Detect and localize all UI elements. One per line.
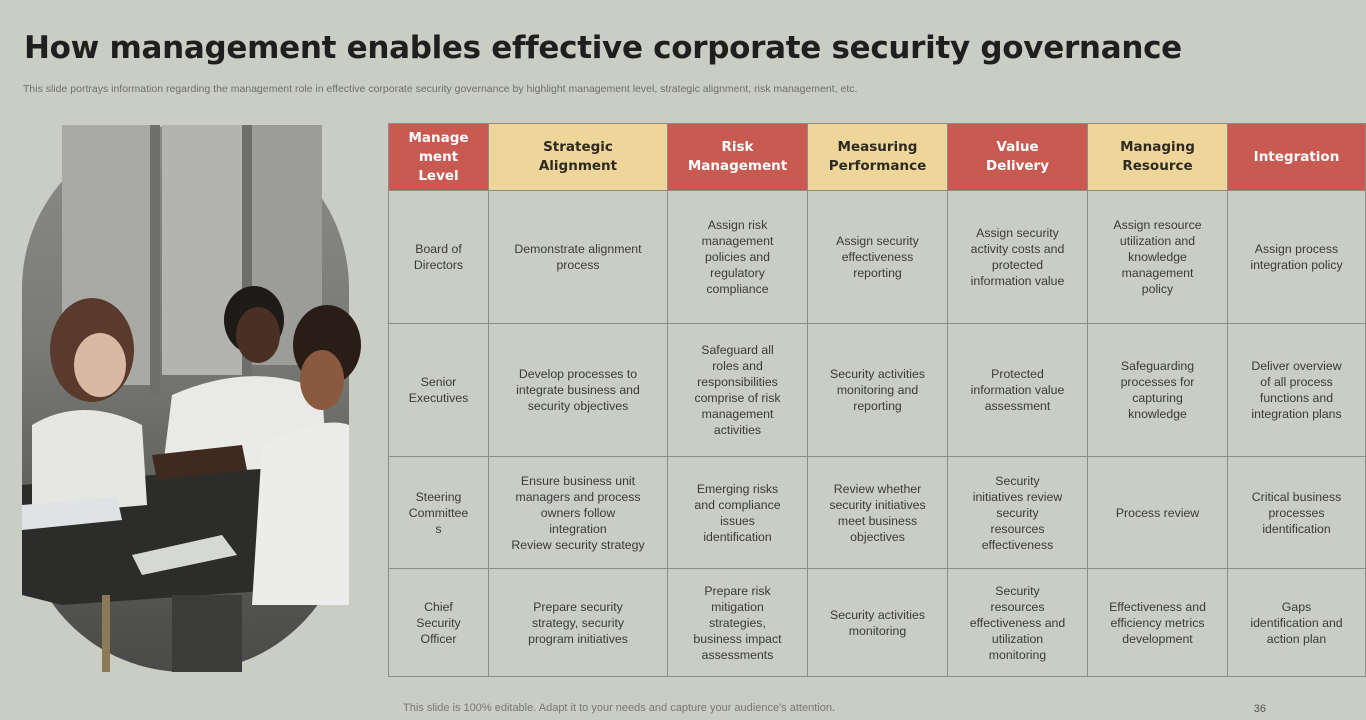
table-cell: Protected information value assessment: [948, 324, 1088, 457]
table-cell: Assign risk management policies and regulatory compliance: [668, 191, 808, 324]
row-header-cell: Board of Directors: [389, 191, 489, 324]
table-cell: Assign resource utilization and knowledge management policy: [1088, 191, 1228, 324]
header-integration: Integration: [1228, 124, 1366, 191]
table-cell: Assign process integration policy: [1228, 191, 1366, 324]
governance-table: [388, 123, 1366, 677]
table-cell: Emerging risks and compliance issues identification: [668, 457, 808, 569]
photo-illustration: [22, 125, 349, 672]
page-title: How management enables effective corporate security governance: [24, 30, 1182, 66]
header-value-delivery: Value Delivery: [948, 124, 1088, 191]
footer-note: This slide is 100% editable. Adapt it to your needs and capture your audience's attention.: [403, 702, 835, 714]
table-cell: Deliver overview of all process functions and integration plans: [1228, 324, 1366, 457]
table-row: [389, 569, 1366, 677]
table-cell: Safeguard all roles and responsibilities comprise of risk management activities: [668, 324, 808, 457]
table-cell: Ensure business unit managers and process owners follow integration Review security strategy: [489, 457, 668, 569]
table-header-row: [389, 124, 1366, 191]
header-measuring-performance: Measuring Performance: [808, 124, 948, 191]
header-managing-resource: Managing Resource: [1088, 124, 1228, 191]
table-row: [389, 324, 1366, 457]
page-subtitle: This slide portrays information regarding the management role in effective corporate security governance by highlight management level, strategic alignment, risk management, etc.: [23, 83, 858, 95]
table-cell: Security activities monitoring and reporting: [808, 324, 948, 457]
table-cell: Critical business processes identification: [1228, 457, 1366, 569]
table-cell: Gaps identification and action plan: [1228, 569, 1366, 677]
table-row: [389, 457, 1366, 569]
table-cell: Effectiveness and efficiency metrics development: [1088, 569, 1228, 677]
header-strategic-alignment: Strategic Alignment: [489, 124, 668, 191]
row-header-cell: Senior Executives: [389, 324, 489, 457]
table-cell: Security initiatives review security resources effectiveness: [948, 457, 1088, 569]
page-number: 36: [1253, 703, 1266, 715]
table-row: [389, 191, 1366, 324]
table-cell: Demonstrate alignment process: [489, 191, 668, 324]
table-cell: Safeguarding processes for capturing knowledge: [1088, 324, 1228, 457]
row-header-cell: Chief Security Officer: [389, 569, 489, 677]
table-cell: Security resources effectiveness and utilization monitoring: [948, 569, 1088, 677]
table-cell: Process review: [1088, 457, 1228, 569]
table-cell: Review whether security initiatives meet business objectives: [808, 457, 948, 569]
team-meeting-photo: [22, 125, 349, 672]
header-risk-management: Risk Management: [668, 124, 808, 191]
table-cell: Security activities monitoring: [808, 569, 948, 677]
table-cell: Assign security effectiveness reporting: [808, 191, 948, 324]
table-cell: Prepare risk mitigation strategies, business impact assessments: [668, 569, 808, 677]
table-cell: Develop processes to integrate business and security objectives: [489, 324, 668, 457]
table-cell: Prepare security strategy, security program initiatives: [489, 569, 668, 677]
row-header-cell: Steering Committee s: [389, 457, 489, 569]
header-management-level: Manage ment Level: [389, 124, 489, 191]
table-cell: Assign security activity costs and protected information value: [948, 191, 1088, 324]
